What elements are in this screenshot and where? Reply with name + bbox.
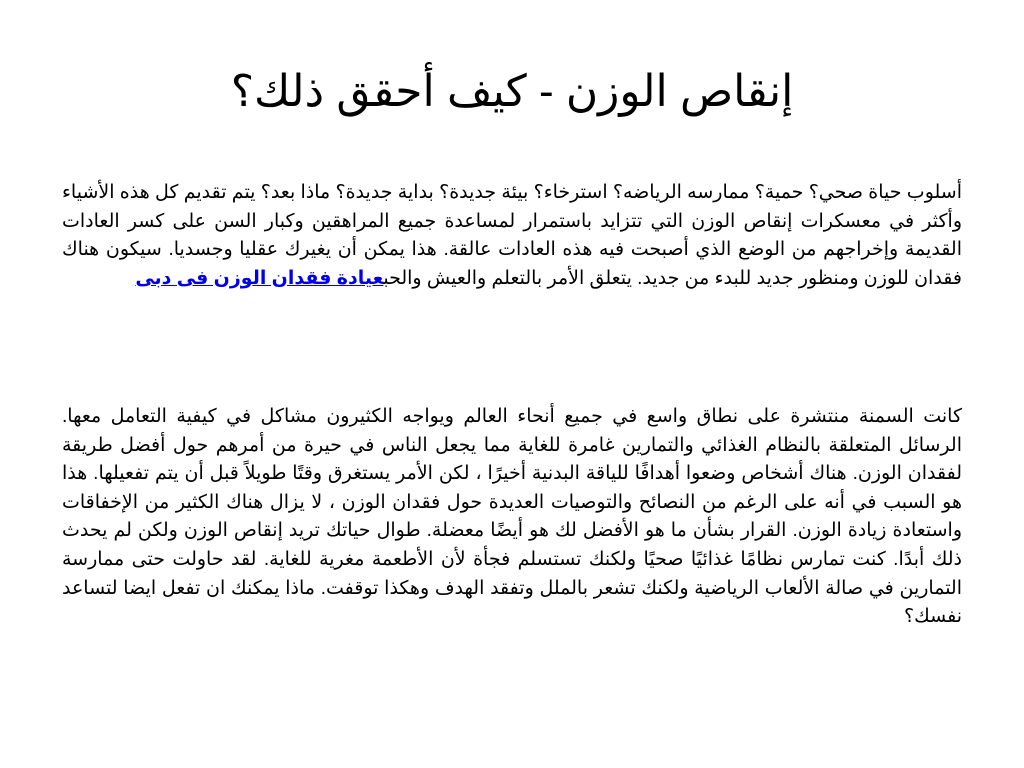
weight-loss-clinic-link[interactable]: عيادة فقدان الوزن فى دبى [135, 267, 384, 289]
intro-paragraph [62, 179, 962, 293]
slide-title: إنقاص الوزن - كيف أحقق ذلك؟ [230, 67, 794, 116]
obesity-paragraph: كانت السمنة منتشرة على نطاق واسع في جميع أنحاء العالم ويواجه الكثيرون مشاكل في كيفية التعامل معها. الرسائل المتعلقة بالنظام الغذائي والتمارين غامرة للغاية مما يجعل الناس في حيرة من أمرهم حول أفضل طريقة لفقدان الوزن. هناك أشخاص وضعوا أهدافًا للياقة البدنية أخيرًا ، لكن الأمر يستغرق وقتًا طويلاً قبل أن يتم تفعيلها. هذا هو السبب في أنه على الرغم من النصائح والتوصيات العديدة حول فقدان الوزن ، لا يزال هناك الكثير من الإخفاقات واستعادة زيادة الوزن. القرار بشأن ما هو الأفضل لك هو أيضًا معضلة. طوال حياتك تريد إنقاص الوزن ولكن لم يحدث ذلك أبدًا. كنت تمارس نظامًا غذائيًا صحيًا ولكنك تستسلم فجأة لأن الأطعمة مغرية للغاية. لقد حاولت حتى ممارسة التمارين في صالة الألعاب الرياضية ولكنك تشعر بالملل وتفقد الهدف وهكذا توقفت. ماذا يمكنك ان تفعل ايضا لتساعد نفسك؟ [62, 406, 962, 628]
intro-paragraph-text: أسلوب حياة صحي؟ حمية؟ ممارسه الرياضه؟ استرخاء؟ بيئة جديدة؟ بداية جديدة؟ ماذا بعد؟ يتم تقديم كل هذه الأشياء وأكثر في معسكرات إنقاص الوزن التي تتزايد باستمرار لمساعدة جميع المراهقين وكبار السن على كسر العادات القديمة وإخراجهم من الوضع الذي أصبحت فيه هذه العادات عالقة. هذا يمكن أن يغيرك عقليا وجسديا. سيكون هناك فقدان للوزن ومنظور جديد للبدء من جديد. يتعلق الأمر بالتعلم والعيش والحب [62, 182, 962, 289]
